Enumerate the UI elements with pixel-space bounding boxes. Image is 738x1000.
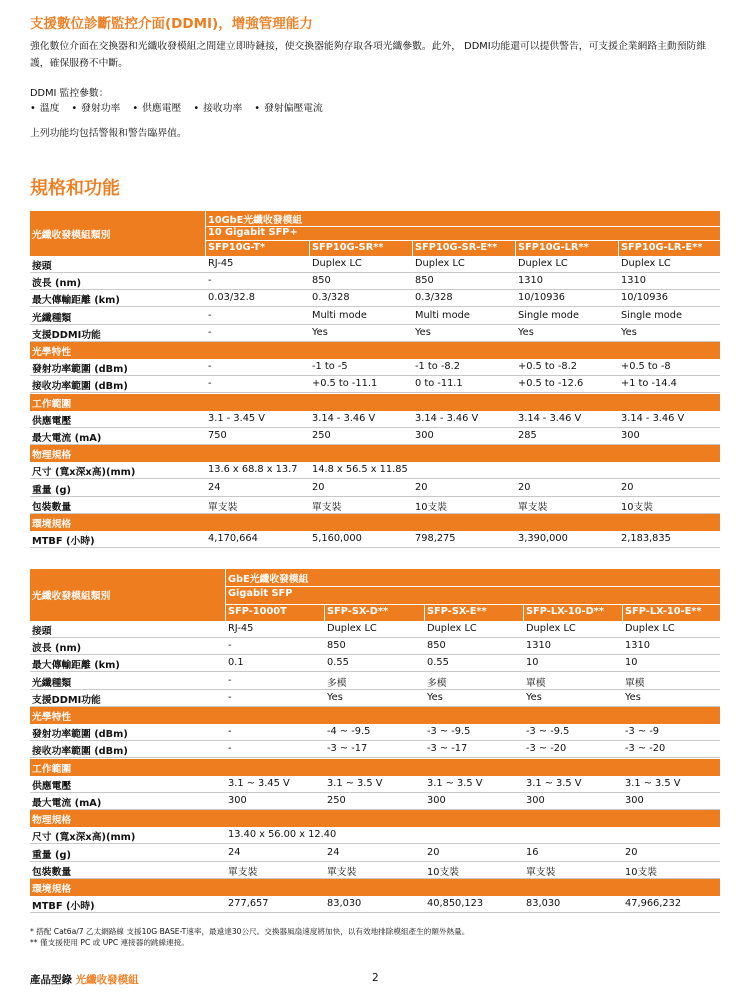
cell-value: 0.1 — [228, 657, 244, 669]
cell-value: 3.1 ~ 3.5 V — [625, 777, 681, 789]
cell-value: 10支裝 — [427, 866, 460, 878]
cell-value: - — [228, 691, 232, 703]
section-label: 物理規格 — [32, 815, 72, 827]
cell-value: 單支裝 — [526, 866, 556, 878]
cell-value: 13.40 x 56.00 x 12.40 — [228, 829, 337, 841]
row-label: 包裝數量 — [32, 501, 72, 513]
cell-value: -1 to -8.2 — [415, 361, 460, 373]
cell-value: - — [228, 726, 232, 738]
cell-value: - — [208, 361, 212, 373]
cell-value: 20 — [312, 481, 325, 493]
table-row — [30, 308, 720, 325]
cell-value: 300 — [228, 795, 247, 806]
cell-value: -3 ~ -20 — [625, 743, 666, 755]
model-name: SFP10G-SR** — [312, 242, 384, 253]
table-header — [30, 211, 720, 256]
cell-value: -3 ~ -17 — [427, 743, 468, 755]
table-header — [30, 569, 720, 621]
cell-value: 1310 — [625, 640, 650, 652]
cell-value: 4,170,664 — [208, 533, 258, 545]
cell-value: 798,275 — [415, 533, 456, 545]
table-header-label: 光纖收發模組類別 — [32, 591, 111, 602]
cell-value: - — [208, 326, 212, 338]
table-row — [30, 638, 720, 655]
cell-value: - — [228, 674, 232, 686]
cell-value: 10支裝 — [415, 501, 448, 513]
model-name: SFP-LX-10-E** — [625, 606, 702, 617]
cell-value: +1 to -14.4 — [621, 378, 677, 390]
cell-value: +0.5 to -8.2 — [518, 361, 577, 373]
cell-value: Duplex LC — [427, 623, 477, 634]
footer-product: 光纖收發模組 — [75, 974, 139, 986]
row-label: 光纖種類 — [32, 312, 72, 324]
row-label: 供應電壓 — [32, 780, 72, 792]
row-label: 尺寸 (寬x深x高)(mm) — [32, 832, 136, 844]
cell-value: RJ-45 — [228, 623, 254, 634]
cell-value: 300 — [526, 795, 545, 806]
ddmi-param: • 發射偏壓電流 — [254, 103, 323, 114]
cell-value: Duplex LC — [518, 258, 568, 269]
row-label: 接收功率範圍 (dBm) — [32, 746, 128, 758]
table-row — [30, 531, 720, 548]
model-name: SFP10G-LR** — [518, 242, 589, 253]
cell-value: 16 — [526, 846, 539, 858]
cell-value: Duplex LC — [312, 258, 362, 269]
table-row — [30, 376, 720, 393]
cell-value: Duplex LC — [415, 258, 465, 269]
cell-value: -1 to -5 — [312, 361, 348, 373]
section-header — [30, 810, 720, 827]
cell-value: Single mode — [518, 309, 580, 321]
cell-value: 850 — [327, 640, 346, 652]
cell-value: 10/10936 — [518, 292, 565, 304]
row-label: 支援DDMI功能 — [32, 694, 101, 706]
row-label: 最大電流 (mA) — [32, 433, 102, 444]
spec-title: 規格和功能 — [30, 178, 120, 199]
cell-value: 40,850,123 — [427, 898, 484, 910]
cell-value: 0.03/32.8 — [208, 292, 255, 304]
cell-value: 3.1 ~ 3.5 V — [327, 777, 383, 789]
cell-value: -3 ~ -9 — [625, 726, 659, 738]
cell-value: 850 — [312, 275, 331, 287]
cell-value: 277,657 — [228, 898, 269, 910]
section-label: 環境規格 — [32, 519, 72, 530]
cell-value: 2,183,835 — [621, 533, 671, 545]
table-row — [30, 480, 720, 497]
cell-value: 10支裝 — [621, 501, 654, 513]
cell-value: Yes — [427, 691, 443, 703]
cell-value: 20 — [415, 481, 428, 493]
row-label: 波長 (nm) — [32, 643, 82, 655]
row-label: MTBF (小時) — [32, 536, 95, 548]
table-row — [30, 290, 720, 307]
cell-value: Yes — [415, 326, 431, 338]
cell-value: 3.14 - 3.46 V — [415, 412, 479, 424]
table-row — [30, 359, 720, 376]
table-header-label: 光纖收發模組類別 — [32, 229, 111, 241]
model-name: SFP-SX-D** — [327, 606, 389, 617]
subgroup-label: Gigabit SFP — [228, 588, 293, 599]
cell-value: Duplex LC — [327, 623, 377, 634]
cell-value: 5,160,000 — [312, 533, 362, 545]
cell-value: 20 — [518, 481, 531, 493]
section-label: 光學特性 — [32, 347, 72, 358]
table-row — [30, 673, 720, 690]
table-row — [30, 325, 720, 342]
model-name: SFP10G-SR-E** — [415, 242, 498, 253]
cell-value: 24 — [228, 846, 241, 858]
cell-value: 850 — [415, 275, 434, 287]
section-header — [30, 394, 720, 411]
cell-value: 14.8 x 56.5 x 11.85 — [312, 464, 408, 476]
cell-value: 3,390,000 — [518, 533, 568, 545]
model-divider — [424, 604, 425, 621]
header-divider — [225, 569, 226, 621]
row-label: 最大傳輸距離 (km) — [32, 295, 120, 307]
table-row — [30, 776, 720, 793]
cell-value: 13.6 x 68.8 x 13.7 — [208, 464, 298, 476]
section-label: 工作範圍 — [32, 763, 72, 775]
ddmi-heading: 支援數位診斷監控介面(DDMI)，增強管理能力 — [30, 16, 313, 32]
section-header — [30, 342, 720, 359]
cell-value: 3.1 ~ 3.5 V — [526, 777, 582, 789]
cell-value: 750 — [208, 430, 227, 441]
model-divider — [412, 240, 413, 256]
cell-value: -3 ~ -20 — [526, 743, 567, 755]
table-row — [30, 827, 720, 844]
row-label: 最大傳輸距離 (km) — [32, 660, 120, 672]
row-label: 發射功率範圍 (dBm) — [32, 729, 128, 741]
cell-value: 3.14 - 3.46 V — [518, 412, 582, 424]
table-row — [30, 724, 720, 741]
ddmi-title: DDMI 監控參數： — [30, 88, 109, 99]
cell-value: 10 — [625, 657, 638, 669]
cell-value: 0.3/328 — [312, 292, 350, 304]
ddmi-param: • 溫度 — [30, 103, 59, 114]
header-rule — [225, 586, 720, 587]
cell-value: -3 ~ -9.5 — [427, 726, 471, 738]
table-row — [30, 862, 720, 879]
cell-value: 10 — [526, 657, 539, 669]
table-row — [30, 741, 720, 758]
cell-value: 300 — [621, 430, 640, 441]
row-label: 接收功率範圍 (dBm) — [32, 381, 128, 393]
cell-value: Duplex LC — [526, 623, 576, 634]
model-name: SFP-1000T — [228, 606, 287, 617]
cell-value: 250 — [312, 430, 331, 441]
cell-value: 10支裝 — [625, 866, 658, 878]
alarm-note: 上列功能均包括警報和警告臨界值。 — [30, 128, 187, 139]
cell-value: 300 — [427, 795, 446, 806]
cell-value: Multi mode — [415, 309, 470, 321]
row-label: 波長 (nm) — [32, 278, 82, 290]
table-row — [30, 655, 720, 672]
cell-value: Yes — [518, 326, 534, 338]
cell-value: -3 ~ -9.5 — [526, 726, 570, 738]
group-label: 10GbE光纖收發模組 — [208, 215, 303, 226]
table-row — [30, 690, 720, 707]
section-header — [30, 514, 720, 531]
model-name: SFP-LX-10-D** — [526, 606, 604, 617]
row-label: 支援DDMI功能 — [32, 329, 101, 341]
cell-value: Yes — [625, 691, 641, 703]
footnote-2: ** 僅支援使用 PC 或 UPC 連接器的跳線連接。 — [30, 938, 189, 947]
header-rule — [225, 604, 720, 605]
cell-value: +0.5 to -11.1 — [312, 378, 378, 390]
ddmi-param: • 供應電壓 — [132, 103, 181, 114]
model-divider — [324, 604, 325, 621]
cell-value: 1310 — [518, 275, 543, 287]
ddmi-param: • 發射功率 — [71, 103, 120, 114]
ddmi-param: • 接收功率 — [193, 103, 242, 114]
cell-value: Duplex LC — [621, 258, 671, 269]
cell-value: +0.5 to -12.6 — [518, 378, 584, 390]
cell-value: RJ-45 — [208, 258, 234, 269]
section-header — [30, 759, 720, 776]
section-label: 環境規格 — [32, 884, 72, 895]
cell-value: 單支裝 — [208, 501, 238, 513]
cell-value: 3.1 - 3.45 V — [208, 412, 265, 424]
table-row — [30, 273, 720, 290]
section-header — [30, 707, 720, 724]
cell-value: 單模 — [526, 677, 546, 689]
cell-value: 0.55 — [327, 657, 349, 669]
cell-value: -3 ~ -17 — [327, 743, 368, 755]
cell-value: - — [208, 309, 212, 321]
cell-value: 83,030 — [526, 898, 561, 910]
cell-value: 3.1 ~ 3.5 V — [427, 777, 483, 789]
cell-value: 20 — [621, 481, 634, 493]
cell-value: 0.3/328 — [415, 292, 453, 304]
table-row — [30, 845, 720, 862]
cell-value: 20 — [625, 846, 638, 858]
model-divider — [515, 240, 516, 256]
cell-value: 0 to -11.1 — [415, 378, 463, 390]
section-label: 光學特性 — [32, 712, 72, 723]
cell-value: 1310 — [621, 275, 646, 287]
row-label: 重量 (g) — [32, 484, 71, 496]
cell-value: 3.14 - 3.46 V — [312, 412, 376, 424]
cell-value: 24 — [208, 481, 221, 493]
cell-value: 單支裝 — [228, 866, 258, 878]
header-rule — [205, 240, 720, 241]
subgroup-label: 10 Gigabit SFP+ — [208, 227, 298, 238]
table-row — [30, 462, 720, 479]
cell-value: 10/10936 — [621, 292, 668, 304]
model-divider — [523, 604, 524, 621]
intro-paragraph: 強化數位介面在交換器和光纖收發模組之間建立即時鏈接，使交換器能夠存取各項光纖參數。此外， DDMI功能還可以提供警告，可支援企業網路主動預防維護，確保服務不中斷。 — [30, 41, 707, 69]
cell-value: 多模 — [327, 677, 347, 689]
cell-value: 3.14 - 3.46 V — [621, 412, 685, 424]
cell-value: 300 — [625, 795, 644, 806]
cell-value: 單支裝 — [327, 866, 357, 878]
cell-value: 1310 — [526, 640, 551, 652]
cell-value: 3.1 ~ 3.45 V — [228, 777, 290, 789]
row-label: 光纖種類 — [32, 677, 72, 689]
cell-value: Multi mode — [312, 309, 367, 321]
ddmi-param-list — [30, 100, 335, 114]
page-number: 2 — [372, 972, 379, 984]
cell-value: - — [208, 275, 212, 287]
row-label: 接頭 — [32, 261, 52, 272]
table-row — [30, 256, 720, 273]
cell-value: 83,030 — [327, 898, 362, 910]
table-row — [30, 896, 720, 913]
row-label: MTBF (小時) — [32, 901, 95, 913]
footer-brand — [30, 972, 139, 987]
section-label: 物理規格 — [32, 450, 72, 462]
cell-value: Yes — [327, 691, 343, 703]
model-name: SFP10G-T* — [208, 242, 266, 253]
cell-value: 285 — [518, 430, 537, 441]
header-divider — [205, 211, 206, 256]
cell-value: 250 — [327, 795, 346, 806]
cell-value: Yes — [621, 326, 637, 338]
row-label: 最大電流 (mA) — [32, 798, 102, 809]
cell-value: Yes — [526, 691, 542, 703]
model-divider — [622, 604, 623, 621]
table-row — [30, 428, 720, 445]
cell-value: - — [228, 743, 232, 755]
cell-value: 47,966,232 — [625, 898, 682, 910]
section-header — [30, 879, 720, 896]
cell-value: - — [228, 640, 232, 652]
table-row — [30, 621, 720, 638]
model-name: SFP-SX-E** — [427, 606, 487, 617]
cell-value: Yes — [312, 326, 328, 338]
footnote-1: * 搭配 Cat6a/7 乙太網路線 支援10G BASE-T速率，最遠達30公尺。交換器風扇速度將加快，以有效地排除模組產生的額外熱量。 — [30, 927, 470, 936]
table-row — [30, 497, 720, 514]
footer-brand-text: 產品型錄 — [30, 974, 72, 986]
row-label: 供應電壓 — [32, 415, 72, 427]
row-label: 尺寸 (寬x深x高)(mm) — [32, 467, 136, 479]
cell-value: 多模 — [427, 677, 447, 689]
section-label: 工作範圍 — [32, 398, 72, 410]
cell-value: Duplex LC — [625, 623, 675, 634]
group-label: GbE光纖收發模組 — [228, 574, 309, 585]
cell-value: Single mode — [621, 309, 683, 321]
cell-value: +0.5 to -8 — [621, 361, 671, 373]
cell-value: 單模 — [625, 677, 645, 689]
row-label: 重量 (g) — [32, 849, 71, 861]
cell-value: 單支裝 — [312, 501, 342, 513]
model-divider — [618, 240, 619, 256]
table-row — [30, 793, 720, 810]
row-label: 包裝數量 — [32, 866, 72, 878]
cell-value: 850 — [427, 640, 446, 652]
cell-value: -4 ~ -9.5 — [327, 726, 371, 738]
cell-value: 300 — [415, 430, 434, 441]
table-row — [30, 411, 720, 428]
row-label: 發射功率範圍 (dBm) — [32, 364, 128, 376]
cell-value: 20 — [427, 846, 440, 858]
cell-value: - — [208, 378, 212, 390]
cell-value: 0.55 — [427, 657, 449, 669]
row-label: 接頭 — [32, 626, 52, 637]
cell-value: 單支裝 — [518, 501, 548, 513]
cell-value: 24 — [327, 846, 340, 858]
model-name: SFP10G-LR-E** — [621, 242, 703, 253]
model-divider — [309, 240, 310, 256]
section-header — [30, 445, 720, 462]
